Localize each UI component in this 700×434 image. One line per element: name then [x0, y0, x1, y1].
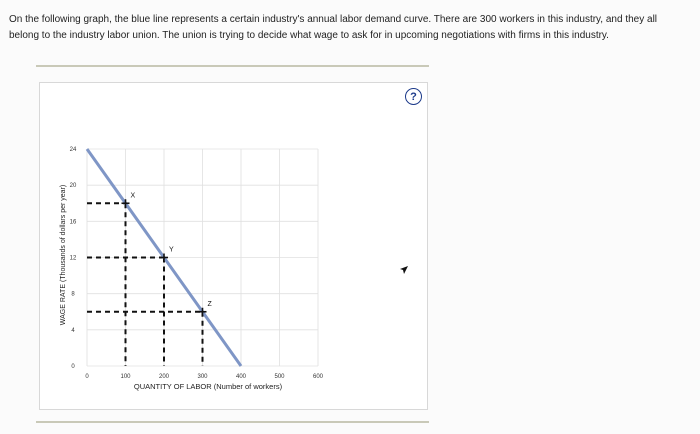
- y-tick-label: 4: [71, 327, 75, 334]
- x-tick-label: 200: [158, 374, 170, 380]
- point-label-y: Y: [169, 246, 174, 254]
- x-axis-label: QUANTITY OF LABOR (Number of workers): [133, 382, 283, 391]
- x-tick-label: 600: [312, 374, 324, 380]
- y-tick-label: 20: [69, 183, 77, 190]
- y-tick-label: 0: [71, 364, 75, 370]
- top-divider: [36, 65, 429, 67]
- cursor-arrow-icon: [400, 266, 408, 274]
- question-text: On the following graph, the blue line represents a certain industry's annual labor demand curve. There are 300 workers in this industry, and they all belong to the industry labor union. The union is trying to decide what wage to ask for in upcoming negotiations with firms in this industry.: [9, 14, 658, 41]
- x-tick-label: 100: [120, 374, 131, 380]
- question-mark-icon: ?: [410, 91, 417, 103]
- y-tick-label: 8: [71, 291, 75, 298]
- bottom-divider: [36, 421, 429, 423]
- y-tick-label: 24: [69, 147, 77, 153]
- points-layer: [122, 192, 213, 316]
- x-tick-label: 300: [197, 374, 208, 380]
- y-tick-label: 16: [69, 219, 77, 226]
- labor-demand-chart[interactable]: [40, 83, 427, 409]
- point-label-z: Z: [207, 300, 212, 308]
- guide-lines: [87, 203, 203, 366]
- graph-panel: [39, 82, 428, 410]
- y-tick-label: 12: [69, 255, 77, 262]
- point-label-x: X: [130, 192, 136, 200]
- help-button[interactable]: [405, 88, 422, 105]
- x-tick-label: 500: [274, 374, 285, 380]
- x-tick-label: 0: [85, 374, 89, 380]
- x-tick-label: 400: [235, 374, 247, 380]
- y-axis-label: WAGE RATE (Thousands of dollars per year): [60, 184, 67, 326]
- tick-labels: [70, 147, 324, 380]
